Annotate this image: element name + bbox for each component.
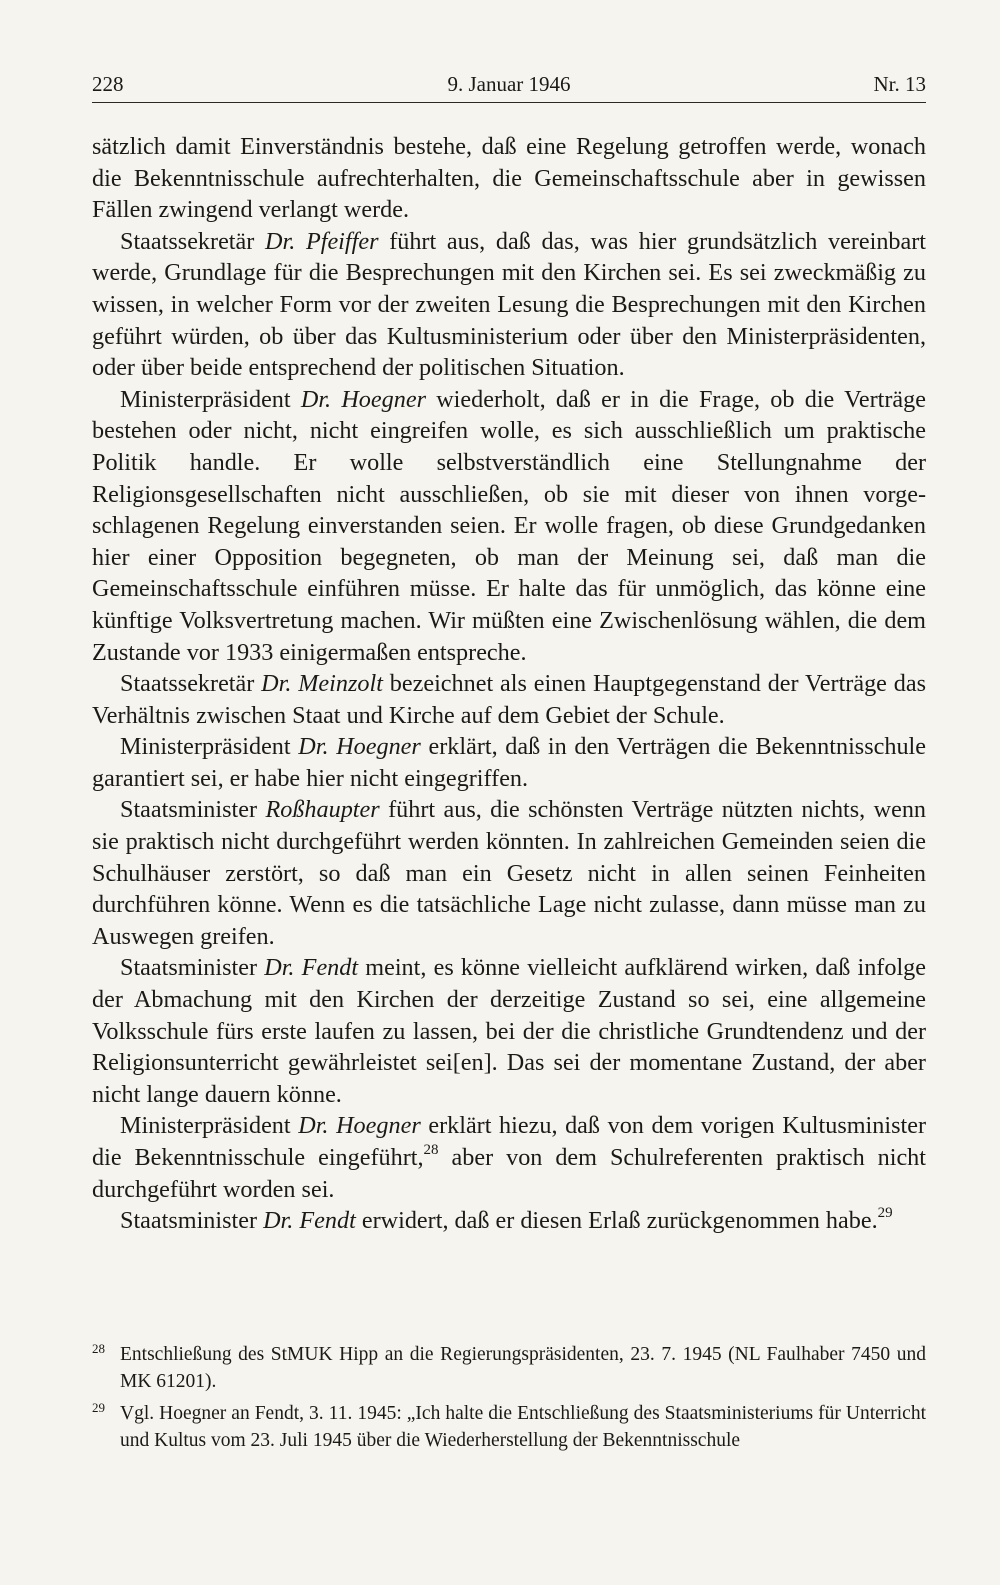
speaker-name: Hoegner: [336, 1112, 421, 1140]
speaker-title: Dr.: [298, 733, 329, 761]
paragraph-text: führt aus, daß das, was hier grundsätzlich vereinbart werde, Grundlage für die Besprechungen mit den Kirchen sei. Es sei zweckmäßig zu wissen, in welcher Form vor der zweiten Lesung die Besprechungen mit den Kirchen geführt würden, ob über das Kultusministerium oder über den Ministerpräsidenten, oder über beide entsprechend der politischen Situation.: [92, 227, 927, 382]
speaker-name: Roßhaupter: [265, 796, 380, 824]
header-issue-number: Nr. 13: [873, 72, 926, 96]
speaker-role: Ministerpräsident: [120, 733, 291, 761]
footnote-text: Vgl. Hoegner an Fendt, 3. 11. 1945: „Ich halte die Entschließung des Staatsministeriums für Unterricht und Kultus vom 23. Juli 1945 über die Wiederherstellung der Bekenntnisschule: [120, 1403, 926, 1451]
paragraph-text: erklärt hiezu, daß von dem vorigen Kultusminister die Bekenntnisschule eingeführt,: [92, 1112, 927, 1171]
footnote-reference[interactable]: 29: [877, 1205, 893, 1222]
speaker-title: Dr.: [300, 385, 332, 413]
footnote: [92, 1401, 926, 1454]
speaker-name: Hoegner: [341, 385, 426, 413]
header-date: 9. Januar 1946: [447, 72, 571, 96]
footnotes: [92, 1342, 926, 1460]
paragraph-text: aber von dem Schulreferenten praktisch nicht durchgeführt worden sei.: [92, 1144, 926, 1203]
paragraph-3: [92, 384, 926, 668]
speaker-name: Hoegner: [336, 733, 421, 761]
paragraph-9: [92, 1205, 926, 1237]
running-header: [92, 66, 926, 103]
paragraph-text: bezeichnet als einen Hauptgegenstand der Verträge das Verhältnis zwischen Staat und Kirche auf dem Gebiet der Schule.: [92, 670, 926, 729]
paragraph-5: [92, 731, 926, 794]
paragraph-7: [92, 952, 926, 1110]
paragraph-8: [92, 1110, 926, 1205]
speaker-role: Staatsminister: [120, 954, 258, 982]
speaker-name: Meinzolt: [298, 670, 383, 698]
paragraph-text: wiederholt, daß er in die Frage, ob die Verträge bestehen oder nicht, nicht eingreifen wolle, es sich ausschließlich um praktische Politik handle. Er wolle selbstverständlich eine Stellungnahme der Religionsgesellschaften nicht ausschließen, ob sie mit dieser von ihnen vorgeschlagenen Regelung einverstanden seien. Er wolle fragen, ob diese Grundgedanken hier einer Opposition begegneten, ob man der Meinung sei, daß man die Gemeinschaftsschule einführen müsse. Er halte das für unmöglich, das könne eine künftige Volksvertretung machen. Wir müßten eine Zwischenlösung wählen, die dem Zustande vor 1933 einigermaßen entspreche.: [92, 385, 926, 666]
speaker-title: Dr.: [263, 1207, 294, 1235]
paragraph-text: meint, es könne vielleicht aufklärend wirken, daß infolge der Abmachung mit den Kirchen der derzeitige Zustand so sei, eine allgemeine Volksschule fürs erste laufen zu lassen, bei der die christliche Grundtendenz und der Religionsunterricht gewährleistet sei[en]. Das sei der momentane Zustand, der aber nicht lange dauern könne.: [92, 954, 927, 1108]
speaker-name: Fendt: [299, 1207, 356, 1235]
paragraph-6: [92, 794, 926, 952]
speaker-role: Staatssekretär: [120, 670, 255, 698]
paragraph-2: [92, 226, 926, 384]
speaker-title: Dr.: [264, 954, 295, 982]
speaker-name: Pfeiffer: [305, 227, 379, 255]
speaker-role: Ministerpräsident: [120, 1112, 291, 1140]
paragraph-text: führt aus, die schönsten Verträge nützten nichts, wenn sie praktisch nicht durchgeführt werden könnten. In zahlreichen Gemeinden seien die Schulhäuser zerstört, so daß man ein Gesetz nicht in allen seinen Feinheiten durchführen könne. Wenn es die tatsächliche Lage nicht zulasse, dann müsse man zu Auswegen greifen.: [92, 796, 927, 950]
footnote-number: 29: [92, 1400, 105, 1415]
footnote: [92, 1342, 926, 1395]
speaker-role: Staatsminister: [120, 796, 258, 824]
paragraph-4: [92, 668, 926, 731]
footnote-number: 28: [92, 1341, 105, 1356]
speaker-title: Dr.: [261, 670, 292, 698]
main-text: [92, 131, 926, 1237]
paragraph-1: sätzlich damit Einverständnis bestehe, daß eine Regelung getroffen werde, wonach die Bekenntnisschule aufrechterhalten, die Gemeinschaftsschule aber in gewissen Fällen zwingend verlangt werde.: [92, 133, 926, 224]
page-number: 228: [92, 72, 124, 96]
footnote-reference[interactable]: 28: [423, 1141, 439, 1158]
speaker-title: Dr.: [265, 227, 296, 255]
paragraph-text: erwidert, daß er diesen Erlaß zurückgenommen habe.: [361, 1207, 878, 1235]
speaker-role: Ministerpräsident: [120, 385, 291, 413]
speaker-name: Fendt: [301, 954, 359, 982]
speaker-role: Staatsminister: [120, 1207, 258, 1235]
speaker-role: Staatssekretär: [120, 227, 255, 255]
speaker-title: Dr.: [298, 1112, 329, 1140]
footnote-text: Entschließung des StMUK Hipp an die Regierungspräsidenten, 23. 7. 1945 (NL Faulhaber 7450 und MK 61201).: [120, 1344, 926, 1392]
paragraph-text: erklärt, daß in den Verträgen die Bekenntnisschule garantiert sei, er habe hier nicht eingegriffen.: [92, 733, 926, 792]
